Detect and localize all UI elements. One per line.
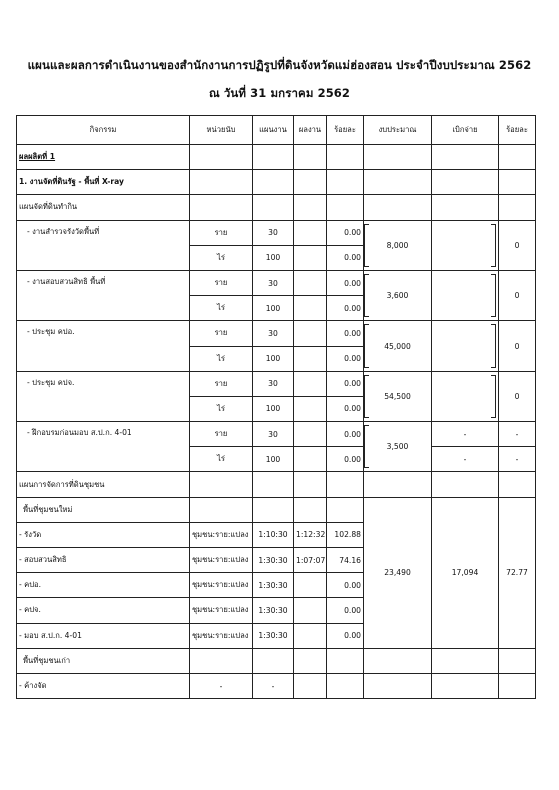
activity-label: - ประชุม คปจ.: [17, 371, 190, 421]
result-cell: [294, 296, 327, 321]
plan-cell: -: [253, 673, 294, 698]
plan-cell: 100: [253, 245, 294, 270]
result-cell: [294, 422, 327, 447]
activity-label: - ฝึกอบรมก่อนมอบ ส.ป.ก. 4-01: [17, 422, 190, 472]
percent-cell: 0.00: [327, 346, 364, 371]
percent-cell: 0.00: [327, 598, 364, 623]
plan-cell: 30: [253, 371, 294, 396]
percent-cell: 0.00: [327, 296, 364, 321]
activity-label: - ค้างจัด: [17, 673, 190, 698]
result-cell: [294, 220, 327, 245]
percent-cell: 0.00: [327, 270, 364, 295]
section2-spent-percent: 72.77: [499, 497, 536, 648]
section1-sub: แผนจัดที่ดินทำกิน: [17, 195, 190, 220]
spent-cell: [432, 371, 499, 421]
percent-cell: 0.00: [327, 220, 364, 245]
budget-value: 3,500: [386, 442, 409, 452]
percent-cell: 0.00: [327, 422, 364, 447]
table-row: [17, 422, 536, 447]
percent-cell: [327, 673, 364, 698]
table-row: [17, 673, 536, 698]
activity-label: - มอบ ส.ป.ก. 4-01: [17, 623, 190, 648]
activity-label: - รังวัด: [17, 522, 190, 547]
section2-heading-row: [17, 472, 536, 497]
unit-cell: ไร่: [190, 296, 253, 321]
header-result: ผลงาน: [294, 116, 327, 145]
activity-label: - คปอ.: [17, 573, 190, 598]
plan-cell: 30: [253, 270, 294, 295]
header-spent-percent: ร้อยละ: [499, 116, 536, 145]
percent-cell: 0.00: [327, 623, 364, 648]
percent-cell: 0.00: [327, 447, 364, 472]
spent-cell: [432, 321, 499, 371]
spent-percent-cell: 0: [499, 270, 536, 320]
header-percent: ร้อยละ: [327, 116, 364, 145]
percent-cell: 0.00: [327, 396, 364, 421]
budget-value: 54,500: [384, 391, 411, 401]
budget-cell: [364, 422, 432, 472]
result-cell: [294, 245, 327, 270]
activity-label: - คปจ.: [17, 598, 190, 623]
section2-budget: 23,490: [364, 497, 432, 648]
result-cell: [294, 673, 327, 698]
result-cell: 1:07:07: [294, 548, 327, 573]
output-heading: ผลผลิตที่ 1: [17, 145, 190, 170]
budget-cell: [364, 270, 432, 320]
percent-cell: 0.00: [327, 321, 364, 346]
section2-spent: 17,094: [432, 497, 499, 648]
section3-sub: พื้นที่ชุมชนเก่า: [17, 648, 190, 673]
percent-cell: 0.00: [327, 573, 364, 598]
result-cell: [294, 598, 327, 623]
activity-label: - งานสำรวจรังวัดพื้นที่: [17, 220, 190, 270]
result-cell: [294, 346, 327, 371]
table-row: [17, 220, 536, 245]
section1-sub-row: [17, 195, 536, 220]
header-spent: เบิกจ่าย: [432, 116, 499, 145]
activity-label: - ประชุม คปอ.: [17, 321, 190, 371]
result-cell: 1:12:32: [294, 522, 327, 547]
report-table: [16, 115, 536, 699]
result-cell: [294, 270, 327, 295]
plan-cell: 30: [253, 321, 294, 346]
plan-cell: 1:30:30: [253, 598, 294, 623]
unit-cell: ราย: [190, 321, 253, 346]
spent-percent-cell: -: [499, 422, 536, 447]
spent-cell: -: [432, 422, 499, 447]
result-cell: [294, 623, 327, 648]
spent-percent-cell: 0: [499, 321, 536, 371]
plan-cell: 30: [253, 220, 294, 245]
plan-cell: 1:30:30: [253, 623, 294, 648]
header-budget: งบประมาณ: [364, 116, 432, 145]
unit-cell: ไร่: [190, 346, 253, 371]
activity-label: - งานสอบสวนสิทธิ พื้นที่: [17, 270, 190, 320]
section1-heading: 1. งานจัดที่ดินรัฐ - พื้นที่ X-ray: [17, 170, 190, 195]
unit-cell: ราย: [190, 422, 253, 447]
plan-cell: 100: [253, 346, 294, 371]
plan-cell: 100: [253, 296, 294, 321]
spent-percent-cell: -: [499, 447, 536, 472]
unit-cell: ราย: [190, 220, 253, 245]
unit-cell: ไร่: [190, 396, 253, 421]
percent-cell: 0.00: [327, 371, 364, 396]
spent-percent-cell: 0: [499, 371, 536, 421]
unit-cell: ชุมชน:ราย:แปลง: [190, 573, 253, 598]
budget-value: 8,000: [386, 240, 409, 250]
budget-cell: [364, 371, 432, 421]
section2-sub: พื้นที่ชุมชนใหม่: [17, 497, 190, 522]
unit-cell: ราย: [190, 371, 253, 396]
table-row: [17, 371, 536, 396]
unit-cell: ชุมชน:ราย:แปลง: [190, 598, 253, 623]
plan-cell: 1:30:30: [253, 573, 294, 598]
unit-cell: ชุมชน:ราย:แปลง: [190, 548, 253, 573]
header-plan: แผนงาน: [253, 116, 294, 145]
spent-cell: [432, 270, 499, 320]
output-heading-row: [17, 145, 536, 170]
unit-cell: ไร่: [190, 447, 253, 472]
unit-cell: ชุมชน:ราย:แปลง: [190, 522, 253, 547]
budget-value: 3,600: [386, 291, 409, 301]
header-activity: กิจกรรม: [17, 116, 190, 145]
budget-value: 45,000: [384, 341, 411, 351]
plan-cell: 1:30:30: [253, 548, 294, 573]
percent-cell: 0.00: [327, 245, 364, 270]
budget-cell: [364, 220, 432, 270]
result-cell: [294, 447, 327, 472]
section1-heading-row: [17, 170, 536, 195]
plan-cell: 100: [253, 396, 294, 421]
result-cell: [294, 321, 327, 346]
section2-sub-row: [17, 497, 536, 522]
unit-cell: -: [190, 673, 253, 698]
result-cell: [294, 371, 327, 396]
plan-cell: 1:10:30: [253, 522, 294, 547]
unit-cell: ราย: [190, 270, 253, 295]
result-cell: [294, 573, 327, 598]
table-row: [17, 321, 536, 346]
header-unit: หน่วยนับ: [190, 116, 253, 145]
unit-cell: ไร่: [190, 245, 253, 270]
unit-cell: ชุมชน:ราย:แปลง: [190, 623, 253, 648]
table-row: [17, 270, 536, 295]
spent-percent-cell: 0: [499, 220, 536, 270]
percent-cell: 102.88: [327, 522, 364, 547]
section2-heading: แผนการจัดการที่ดินชุมชน: [17, 472, 190, 497]
activity-label: - สอบสวนสิทธิ: [17, 548, 190, 573]
budget-cell: [364, 321, 432, 371]
section3-sub-row: [17, 648, 536, 673]
report-date: ณ วันที่ 31 มกราคม 2562: [208, 86, 351, 100]
plan-cell: 100: [253, 447, 294, 472]
spent-cell: -: [432, 447, 499, 472]
percent-cell: 74.16: [327, 548, 364, 573]
table-header-row: [17, 116, 536, 145]
report-title: แผนและผลการดำเนินงานของสำนักงานการปฏิรูปที่ดินจังหวัดแม่ฮ่องสอน ประจำปีงบประมาณ 2562: [27, 58, 532, 72]
plan-cell: 30: [253, 422, 294, 447]
spent-cell: [432, 220, 499, 270]
result-cell: [294, 396, 327, 421]
